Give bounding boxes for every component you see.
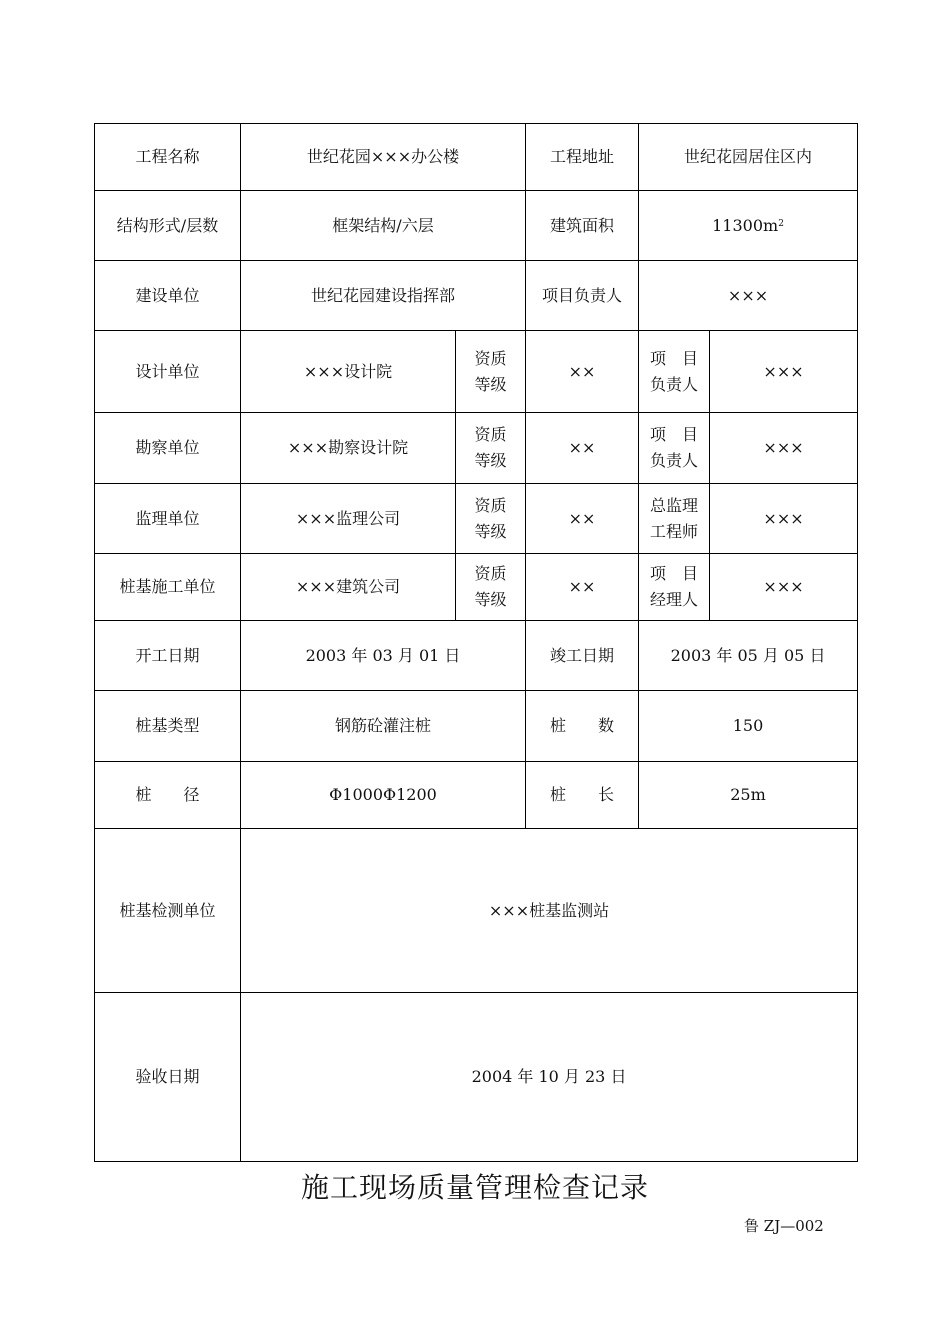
label-leader (639, 413, 710, 484)
label-pile-count: 桩 数 (526, 691, 639, 762)
table-row (95, 261, 858, 331)
value-qualification: ×× (526, 554, 639, 621)
value-pile-count: 150 (639, 691, 858, 762)
value-pile-diameter: Φ1000Φ1200 (241, 762, 526, 829)
label-pile-diameter: 桩 径 (95, 762, 241, 829)
label-pile-testing-unit: 桩基检测单位 (95, 829, 241, 993)
label-project-address: 工程地址 (526, 124, 639, 191)
label-project-leader: 项目负责人 (526, 261, 639, 331)
label-project-manager (639, 554, 710, 621)
label-structure: 结构形式/层数 (95, 191, 241, 261)
value-survey-unit: ×××勘察设计院 (241, 413, 456, 484)
table-row (95, 331, 858, 413)
label-qualification (456, 484, 526, 554)
leader-line2: 负责人 (650, 451, 699, 470)
value-project-manager: ××× (710, 554, 858, 621)
label-start-date: 开工日期 (95, 621, 241, 691)
label-qualification (456, 554, 526, 621)
table-row (95, 191, 858, 261)
form-code: 鲁 ZJ—002 (744, 1217, 824, 1235)
label-pile-type: 桩基类型 (95, 691, 241, 762)
qual-line1: 资质 (474, 425, 507, 444)
table-row (95, 124, 858, 191)
chief-line2: 工程师 (650, 521, 699, 541)
table-row (95, 691, 858, 762)
value-supervision-unit: ×××监理公司 (241, 484, 456, 554)
label-floor-area: 建筑面积 (526, 191, 639, 261)
label-supervision-unit: 监理单位 (95, 484, 241, 554)
label-qualification (456, 331, 526, 413)
value-project-name: 世纪花园×××办公楼 (241, 124, 526, 191)
label-completion-date: 竣工日期 (526, 621, 639, 691)
table-row (95, 413, 858, 484)
value-chief-supervisor: ××× (710, 484, 858, 554)
qual-line2: 等级 (474, 451, 507, 470)
label-chief-supervisor (639, 484, 710, 554)
leader-line1: 项 目 (650, 348, 699, 368)
table-row (95, 829, 858, 993)
value-project-leader: ××× (639, 261, 858, 331)
manager-line1: 项 目 (650, 564, 699, 583)
qual-line1: 资质 (474, 495, 507, 515)
value-construction-unit: 世纪花园建设指挥部 (241, 261, 526, 331)
leader-line2: 负责人 (650, 374, 699, 394)
label-survey-unit: 勘察单位 (95, 413, 241, 484)
value-qualification: ×× (526, 413, 639, 484)
leader-line1: 项 目 (650, 425, 699, 444)
label-pile-contractor: 桩基施工单位 (95, 554, 241, 621)
label-design-unit: 设计单位 (95, 331, 241, 413)
value-floor-area (639, 191, 858, 261)
qual-line1: 资质 (474, 348, 507, 368)
qual-line2: 等级 (474, 590, 507, 609)
table-row (95, 484, 858, 554)
table-row (95, 554, 858, 621)
value-acceptance-date: 2004 年 10 月 23 日 (241, 993, 858, 1162)
value-qualification: ×× (526, 484, 639, 554)
label-qualification (456, 413, 526, 484)
qual-line2: 等级 (474, 374, 507, 394)
value-pile-length: 25m (639, 762, 858, 829)
project-info-table (94, 123, 858, 1162)
value-project-address: 世纪花园居住区内 (639, 124, 858, 191)
value-design-unit: ×××设计院 (241, 331, 456, 413)
chief-line1: 总监理 (650, 495, 699, 515)
floor-area-number: 11300m (712, 215, 779, 235)
value-start-date: 2003 年 03 月 01 日 (241, 621, 526, 691)
floor-area-unit-sup: 2 (778, 218, 784, 229)
table-row (95, 993, 858, 1162)
value-structure: 框架结构/六层 (241, 191, 526, 261)
table-row (95, 621, 858, 691)
value-pile-testing-unit: ×××桩基监测站 (241, 829, 858, 993)
value-qualification: ×× (526, 331, 639, 413)
value-pile-type: 钢筋砼灌注桩 (241, 691, 526, 762)
label-acceptance-date: 验收日期 (95, 993, 241, 1162)
value-leader: ××× (710, 413, 858, 484)
value-pile-contractor: ×××建筑公司 (241, 554, 456, 621)
qual-line1: 资质 (474, 564, 507, 583)
label-leader (639, 331, 710, 413)
value-leader: ××× (710, 331, 858, 413)
label-pile-length: 桩 长 (526, 762, 639, 829)
label-construction-unit: 建设单位 (95, 261, 241, 331)
manager-line2: 经理人 (650, 590, 699, 609)
label-project-name: 工程名称 (95, 124, 241, 191)
value-completion-date: 2003 年 05 月 05 日 (639, 621, 858, 691)
document-title: 施工现场质量管理检查记录 (300, 1171, 649, 1204)
table-row (95, 762, 858, 829)
qual-line2: 等级 (474, 521, 507, 541)
